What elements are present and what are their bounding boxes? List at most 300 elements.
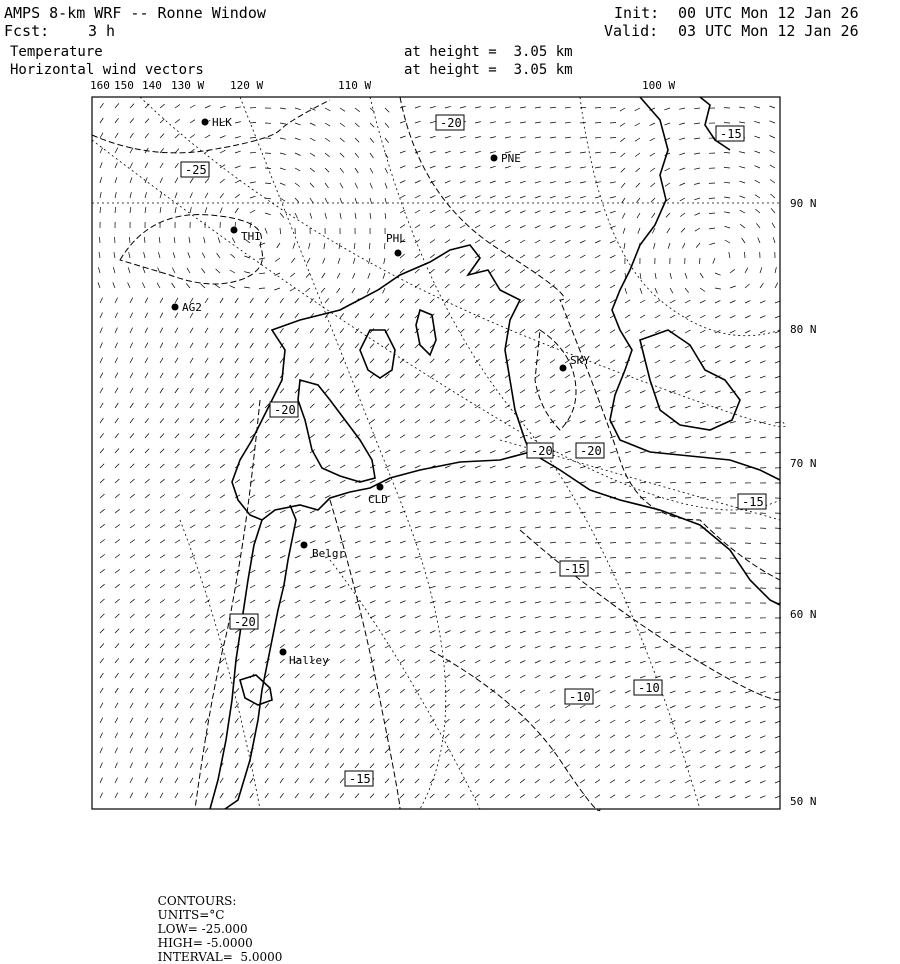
wind-vector [730,361,736,364]
wind-vector [325,748,329,753]
wind-vector [220,179,225,183]
svg-text:SKY: SKY [570,354,590,367]
wind-vector [550,122,556,123]
wind-vector [205,313,208,318]
svg-text:-20: -20 [531,444,553,458]
wind-vector [550,631,556,633]
wind-vector [505,779,510,783]
wind-vector [385,764,389,768]
wind-vector [340,328,344,333]
wind-vector [625,795,630,798]
wind-vector [385,168,388,173]
wind-vector [550,572,556,573]
wind-vector [385,389,389,393]
wind-vector [715,437,721,438]
wind-vector [685,360,690,363]
wind-vector [580,405,585,408]
wind-vector [190,778,193,783]
wind-vector [160,644,164,648]
wind-vector [520,720,525,724]
wind-vector [220,480,225,484]
wind-vector [430,511,436,513]
wind-vector [415,511,421,513]
wind-vector [595,705,600,708]
wind-vector [430,779,434,783]
wind-vector [415,254,420,258]
wind-vector [220,778,223,783]
wind-vector [475,240,480,243]
wind-vector [100,599,105,603]
wind-vector [640,617,646,618]
wind-vector [115,118,119,123]
wind-vector [745,346,751,349]
wind-vector [295,510,300,513]
wind-vector [475,435,480,438]
wind-vector [475,557,481,558]
wind-vector [250,137,256,138]
wind-vector [115,207,116,213]
wind-vector [595,360,600,363]
wind-vector [295,541,300,544]
field-wind-vectors: Horizontal wind vectors [10,62,204,78]
wind-vector [190,718,193,723]
wind-vector [490,557,496,558]
wind-vector [370,719,374,723]
wind-vector [355,465,360,468]
wind-vector [310,343,314,348]
wind-vector [295,480,300,483]
wind-vector [355,615,360,618]
wind-vector [670,273,672,279]
wind-vector [115,644,119,649]
wind-vector [385,435,390,438]
wind-vector [610,375,615,378]
wind-vector [625,780,630,783]
wind-vector [160,763,163,768]
wind-vector [415,195,420,198]
wind-vector [475,734,480,738]
wind-vector [505,542,511,543]
wind-vector [475,645,480,648]
wind-vector [355,704,359,708]
contour-label [576,443,604,458]
wind-vector [115,449,119,454]
wind-vector [724,167,730,168]
wind-vector [274,288,280,290]
wind-vector [400,450,405,453]
wind-vector [115,748,118,753]
wind-vector [415,660,420,663]
wind-vector [115,163,117,169]
wind-vector [250,108,256,109]
wind-vector [235,555,240,558]
wind-vector [145,298,148,303]
wind-vector [325,123,330,126]
wind-vector [640,375,645,378]
wind-vector [310,168,315,172]
wind-vector [520,794,525,798]
wind-vector [490,374,495,378]
wind-vector [385,419,390,423]
wind-vector [745,662,751,663]
wind-vector [115,177,117,183]
wind-vector [668,243,670,249]
wind-vector [355,660,360,664]
wind-vector [565,270,570,273]
wind-vector [400,496,406,498]
wind-vector [550,617,556,619]
height-wind: at height = 3.05 km [404,62,573,78]
wind-vector [679,138,685,140]
wind-vector [175,673,179,678]
wind-vector [175,149,179,153]
wind-vector [160,192,162,198]
wind-vector [490,601,496,603]
wind-vector [145,763,148,768]
wind-vector [340,108,345,111]
wind-vector [730,437,736,438]
wind-vector [445,210,450,213]
wind-vector [325,153,330,157]
wind-vector [100,133,103,138]
wind-vector [655,795,660,798]
wind-vector [145,778,148,783]
wind-vector [640,390,645,393]
wind-vector [310,778,314,783]
wind-vector [280,555,285,558]
svg-text:PNE: PNE [501,152,521,165]
svg-text:AG2: AG2 [182,301,202,314]
wind-vector [445,195,450,198]
wind-vector [739,152,745,153]
wind-vector [115,509,120,513]
wind-vector [520,705,525,708]
wind-vector [205,358,208,363]
wind-vector [275,258,280,262]
wind-vector [610,390,615,393]
wind-vector [610,167,616,168]
wind-vector [745,647,751,648]
wind-vector [490,794,495,798]
wind-vector [505,122,511,123]
wind-vector [755,166,761,168]
wind-vector [636,198,640,203]
wind-vector [520,602,526,604]
wind-vector [565,167,571,168]
wind-vector [250,122,256,123]
wind-vector [505,240,510,243]
wind-vector [145,494,150,498]
wind-vector [595,421,601,423]
wind-vector [130,644,134,648]
wind-vector [370,571,376,573]
lon-label: 110 W [338,79,371,92]
wind-vector [715,288,721,289]
wind-vector [610,482,616,483]
wind-vector [306,288,311,292]
wind-vector [460,210,465,213]
wind-vector [745,633,751,634]
wind-vector [565,196,571,198]
wind-vector [415,526,421,528]
wind-vector [265,763,268,768]
wind-vector [160,104,165,108]
wind-vector [580,720,585,723]
wind-vector [220,703,224,708]
wind-vector [190,644,194,648]
wind-vector [595,122,601,123]
wind-vector [535,661,541,664]
wind-vector [355,763,359,768]
wind-vector [355,313,359,318]
wind-vector [265,525,270,528]
wind-vector [655,750,660,753]
wind-vector [220,419,224,423]
wind-vector [160,748,163,753]
wind-vector [172,283,175,288]
wind-vector [190,629,195,633]
wind-vector [565,345,570,349]
wind-vector [445,541,451,543]
wind-vector [385,615,390,618]
wind-vector [610,587,616,588]
wind-vector [760,647,766,648]
wind-vector [145,703,148,708]
wind-vector [430,675,435,678]
wind-vector [640,602,646,603]
wind-vector [700,662,706,664]
wind-vector [325,778,329,783]
wind-vector [490,420,495,423]
wind-vector [505,314,510,318]
wind-vector [445,106,451,108]
wind-vector [220,193,224,198]
wind-vector [340,183,343,188]
wind-vector [445,314,449,318]
wind-vector [340,450,345,453]
wind-vector [760,361,766,363]
wind-vector [100,118,103,123]
wind-vector [325,389,329,393]
wind-vector [250,689,254,694]
wind-vector [415,389,420,393]
wind-vector [230,286,236,288]
wind-vector [595,602,601,603]
forecast-label: Fcst: [4,23,49,40]
wind-vector [760,452,766,453]
wind-vector [290,288,295,291]
wind-vector [760,781,766,783]
wind-vector [259,288,265,289]
wind-vector [580,182,586,183]
wind-vector [190,358,193,363]
wind-vector [610,705,615,708]
wind-vector [565,602,571,603]
wind-vector [550,587,556,588]
wind-vector [638,228,640,234]
wind-vector [400,314,404,318]
svg-text:HLK: HLK [212,116,232,129]
wind-vector [490,240,495,243]
wind-vector [415,106,421,108]
wind-vector [565,631,571,633]
svg-text:Belgr: Belgr [312,547,345,560]
wind-vector [715,632,721,633]
wind-vector [325,168,329,172]
wind-vector [384,243,385,249]
wind-vector [370,734,374,738]
wind-vector [188,252,190,258]
wind-vector [460,690,465,694]
wind-vector [220,510,225,513]
wind-vector [400,645,405,648]
wind-vector [325,586,330,589]
wind-vector [685,482,691,483]
wind-vector [595,720,600,723]
wind-vector [265,213,271,215]
wind-vector [775,528,781,529]
wind-vector [505,211,511,214]
wind-vector [400,779,404,783]
wind-vector [295,793,299,798]
wind-vector [535,794,540,798]
wind-vector [130,599,135,603]
wind-vector [475,374,480,378]
height-temperature: at height = 3.05 km [404,44,573,60]
wind-vector [355,749,359,754]
wind-vector [595,285,600,288]
wind-vector [250,644,255,648]
wind-vector [670,632,676,633]
wind-vector [415,749,419,753]
wind-vector [565,705,570,708]
wind-vector [595,375,600,378]
svg-text:-20: -20 [580,444,602,458]
wind-vector [98,282,100,288]
wind-vector [400,195,405,198]
wind-vector [232,238,235,243]
wind-vector [664,108,670,110]
wind-vector [130,313,133,318]
wind-vector [460,481,466,483]
wind-vector [415,779,419,783]
wind-vector [490,616,496,618]
wind-vector [694,183,700,185]
wind-vector [100,298,103,303]
wind-vector [696,243,700,248]
wind-vector [595,587,601,588]
wind-vector [355,734,359,739]
wind-vector [310,704,314,708]
wind-vector [310,600,315,603]
wind-vector [490,719,495,723]
wind-vector [565,182,571,184]
wind-vector [220,688,224,693]
wind-vector [430,571,436,573]
wind-vector [520,122,526,123]
wind-vector [715,795,720,798]
wind-vector [490,572,496,573]
wind-vector [400,630,405,633]
wind-vector [235,404,239,409]
wind-vector [715,735,720,738]
wind-vector [730,269,735,273]
wind-vector [580,631,586,633]
wind-vector [580,390,585,393]
wind-vector [400,435,405,438]
wind-vector [670,498,676,499]
wind-vector [460,374,465,378]
wind-vector [265,465,270,469]
wind-vector [655,735,660,738]
wind-vector [205,388,209,393]
wind-vector [745,796,751,798]
wind-vector [310,153,315,156]
wind-vector [700,483,706,484]
wind-vector [325,434,330,438]
wind-vector [715,315,720,318]
wind-vector [400,601,406,603]
wind-vector [550,482,556,484]
wind-vector [730,676,736,678]
wind-vector [520,587,526,588]
wind-vector [400,481,406,484]
wind-vector [175,748,178,753]
wind-vector [565,107,571,108]
wind-vector [325,343,329,348]
wind-vector [160,793,163,798]
wind-vector [595,167,601,168]
wind-vector [115,703,118,708]
wind-vector [715,647,721,648]
wind-vector [430,616,436,618]
wind-vector [490,466,496,468]
wind-vector [595,152,601,153]
wind-vector [130,403,133,408]
wind-vector [580,602,586,603]
wind-vector [190,434,194,438]
wind-vector [760,437,766,438]
wind-vector [415,435,420,438]
wind-vector [739,122,745,123]
wind-vector [520,616,526,618]
wind-vector [535,152,541,153]
wind-vector [370,645,375,648]
wind-vector [640,452,646,454]
wind-vector [621,183,625,188]
wind-vector [145,358,148,363]
wind-vector [430,749,434,753]
wind-vector [190,555,195,558]
wind-vector [715,406,721,408]
wind-vector [385,556,391,558]
wind-vector [700,345,705,348]
wind-vector [700,376,706,379]
wind-vector [355,571,361,573]
wind-vector [145,479,150,483]
wind-vector [115,133,118,138]
wind-vector [175,298,178,303]
wind-vector [430,269,435,273]
wind-vector [535,749,540,753]
wind-vector [655,375,660,378]
wind-vector [745,781,751,784]
wind-vector [295,449,300,453]
wind-vector [535,779,540,783]
wind-vector [220,358,223,363]
wind-vector [190,540,195,543]
wind-vector [325,404,329,408]
